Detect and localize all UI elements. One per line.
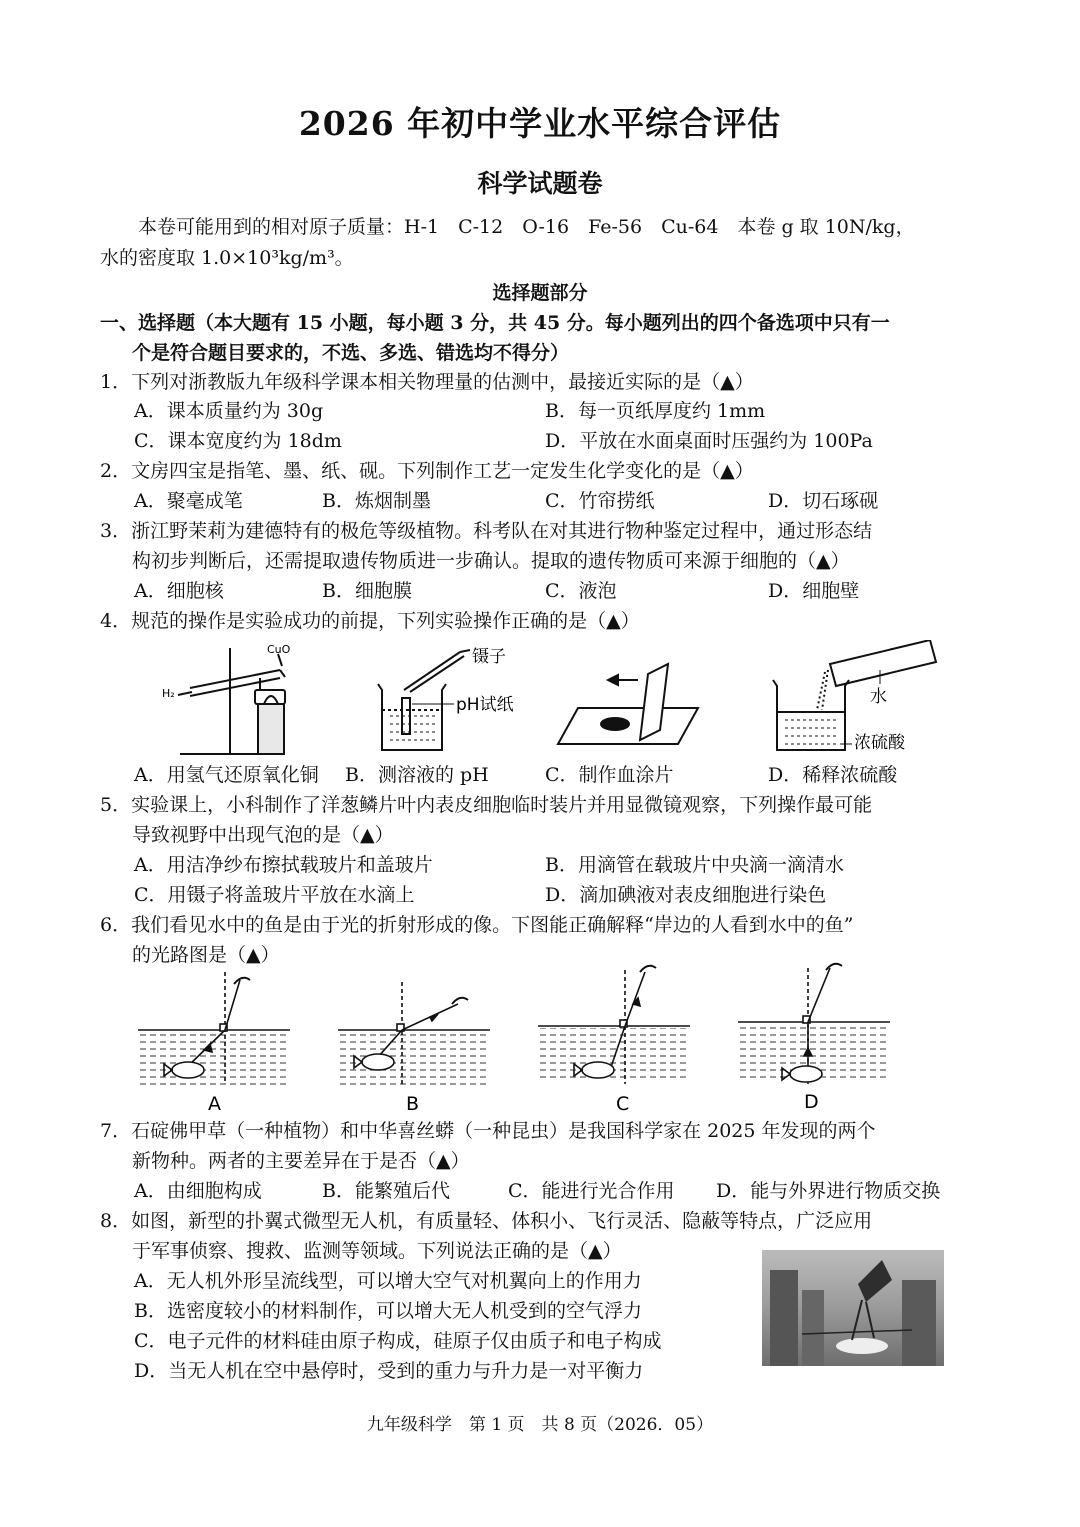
q6-stem-line-2: 的光路图是（▲）	[132, 944, 280, 966]
page-footer: 九年级科学 第 1 页 共 8 页（2026．05）	[366, 1415, 714, 1435]
q7-stem-line-2: 新物种。两者的主要差异在于是否（▲）	[132, 1150, 470, 1172]
q8-option-b: B．选密度较小的材料制作，可以增大无人机受到的空气浮力	[134, 1300, 642, 1322]
q8-stem-line-2: 于军事侦察、搜救、监测等领域。下列说法正确的是（▲）	[132, 1240, 622, 1262]
q6-stem-line-1: 6．我们看见水中的鱼是由于光的折射形成的像。下图能正确解释“岸边的人看到水中的鱼”	[100, 914, 854, 936]
q5-option-b: B．用滴管在载玻片中央滴一滴清水	[545, 854, 844, 876]
q5-option-d: D．滴加碘液对表皮细胞进行染色	[545, 884, 827, 906]
q3-option-b: B．细胞膜	[322, 580, 412, 602]
q8-option-a: A．无人机外形呈流线型，可以增大空气对机翼向上的作用力	[134, 1270, 642, 1292]
q1-option-a: A．课本质量约为 30g	[134, 400, 324, 422]
q3-option-c: C．液泡	[545, 580, 617, 602]
q4-option-c: C．制作血涂片	[545, 764, 674, 786]
page-subtitle: 科学试题卷	[477, 169, 603, 198]
q4-label-cuo: CuO	[267, 643, 291, 656]
q2-option-d: D．切石琢砚	[768, 490, 879, 512]
q5-stem-line-2: 导致视野中出现气泡的是（▲）	[132, 824, 394, 846]
section-title: 选择题部分	[492, 282, 588, 304]
q6-diagram-c	[538, 966, 690, 1084]
q7-option-b: B．能繁殖后代	[322, 1180, 450, 1202]
q7-stem-line-1: 7．石碇佛甲草（一种植物）和中华喜丝蟒（一种昆虫）是我国科学家在 2025 年发现的两个	[100, 1120, 876, 1142]
q6-label-d: D	[804, 1091, 819, 1112]
intro-line-1: 本卷可能用到的相对原子质量：H-1 C-12 O-16 Fe-56 Cu-64 本卷 g 取 10N/kg，	[138, 216, 915, 238]
q8-stem-line-1: 8．如图，新型的扑翼式微型无人机，有质量轻、体积小、飞行灵活、隐蔽等特点，广泛应用	[100, 1210, 873, 1232]
q6-diagram-d	[738, 964, 890, 1084]
q8-option-c: C．电子元件的材料硅由原子构成，硅原子仅由质子和电子构成	[134, 1330, 662, 1352]
q6-diagram-b	[338, 982, 490, 1086]
q7-option-c: C．能进行光合作用	[508, 1180, 675, 1202]
q4-stem: 4．规范的操作是实验成功的前提，下列实验操作正确的是（▲）	[100, 610, 640, 632]
drone-illustration	[762, 1250, 944, 1366]
q1-stem: 1．下列对浙教版九年级科学课本相关物理量的估测中，最接近实际的是（▲）	[100, 371, 754, 393]
q4-option-d: D．稀释浓硫酸	[768, 764, 898, 786]
q3-option-a: A．细胞核	[134, 580, 224, 602]
q4-label-water: 水	[870, 687, 887, 707]
q1-option-d: D．平放在水面桌面时压强约为 100Pa	[545, 430, 873, 452]
part-heading-line-1: 一、选择题（本大题有 15 小题，每小题 3 分，共 45 分。每小题列出的四个备选项中只有一	[100, 312, 890, 334]
q8-option-d: D．当无人机在空中悬停时，受到的重力与升力是一对平衡力	[134, 1360, 644, 1382]
q7-option-a: A．由细胞构成	[134, 1180, 262, 1202]
q4-figure-a	[178, 648, 285, 754]
q1-option-c: C．课本宽度约为 18dm	[134, 430, 342, 452]
q4-label-ph-paper: pH试纸	[456, 695, 514, 715]
q7-option-d: D．能与外界进行物质交换	[716, 1180, 941, 1202]
q4-label-h2: H₂	[162, 687, 175, 700]
q5-stem-line-1: 5．实验课上，小科制作了洋葱鳞片叶内表皮细胞临时装片并用显微镜观察，下列操作最可能	[100, 794, 873, 816]
q3-stem-line-2: 构初步判断后，还需提取遗传物质进一步确认。提取的遗传物质可来源于细胞的（▲）	[132, 550, 850, 572]
part-heading-line-2: 个是符合题目要求的，不选、多选、错选均不得分）	[132, 342, 570, 364]
drone-photo	[762, 1250, 944, 1366]
q2-option-c: C．竹帘捞纸	[545, 490, 655, 512]
q4-label-tweezers: 镊子	[472, 647, 506, 667]
intro-line-2: 水的密度取 1.0×10³kg/m³。	[100, 247, 354, 269]
q3-option-d: D．细胞壁	[768, 580, 860, 602]
q6-diagram-a	[138, 972, 290, 1086]
q6-label-c: C	[616, 1093, 630, 1112]
q2-option-b: B．炼烟制墨	[322, 490, 431, 512]
q5-option-c: C．用镊子将盖玻片平放在水滴上	[134, 884, 415, 906]
q2-option-a: A．聚毫成笔	[134, 490, 243, 512]
q6-figures	[130, 962, 910, 1112]
q3-stem-line-1: 3．浙江野茉莉为建德特有的极危等级植物。科考队在对其进行物种鉴定过程中，通过形态结	[100, 520, 873, 542]
q6-label-a: A	[208, 1093, 221, 1112]
page-title: 2026 年初中学业水平综合评估	[298, 104, 782, 143]
q6-label-b: B	[406, 1093, 420, 1112]
q2-stem: 2．文房四宝是指笔、墨、纸、砚。下列制作工艺一定发生化学变化的是（▲）	[100, 460, 754, 482]
q4-label-acid: 浓硫酸	[854, 733, 905, 753]
q4-option-a: A．用氢气还原氧化铜	[134, 764, 319, 786]
q4-figure-c	[558, 664, 698, 744]
q1-option-b: B．每一页纸厚度约 1mm	[545, 400, 766, 422]
q4-figures	[160, 640, 960, 762]
q4-option-b: B．测溶液的 pH	[345, 764, 489, 786]
q5-option-a: A．用洁净纱布擦拭载玻片和盖玻片	[134, 854, 433, 876]
